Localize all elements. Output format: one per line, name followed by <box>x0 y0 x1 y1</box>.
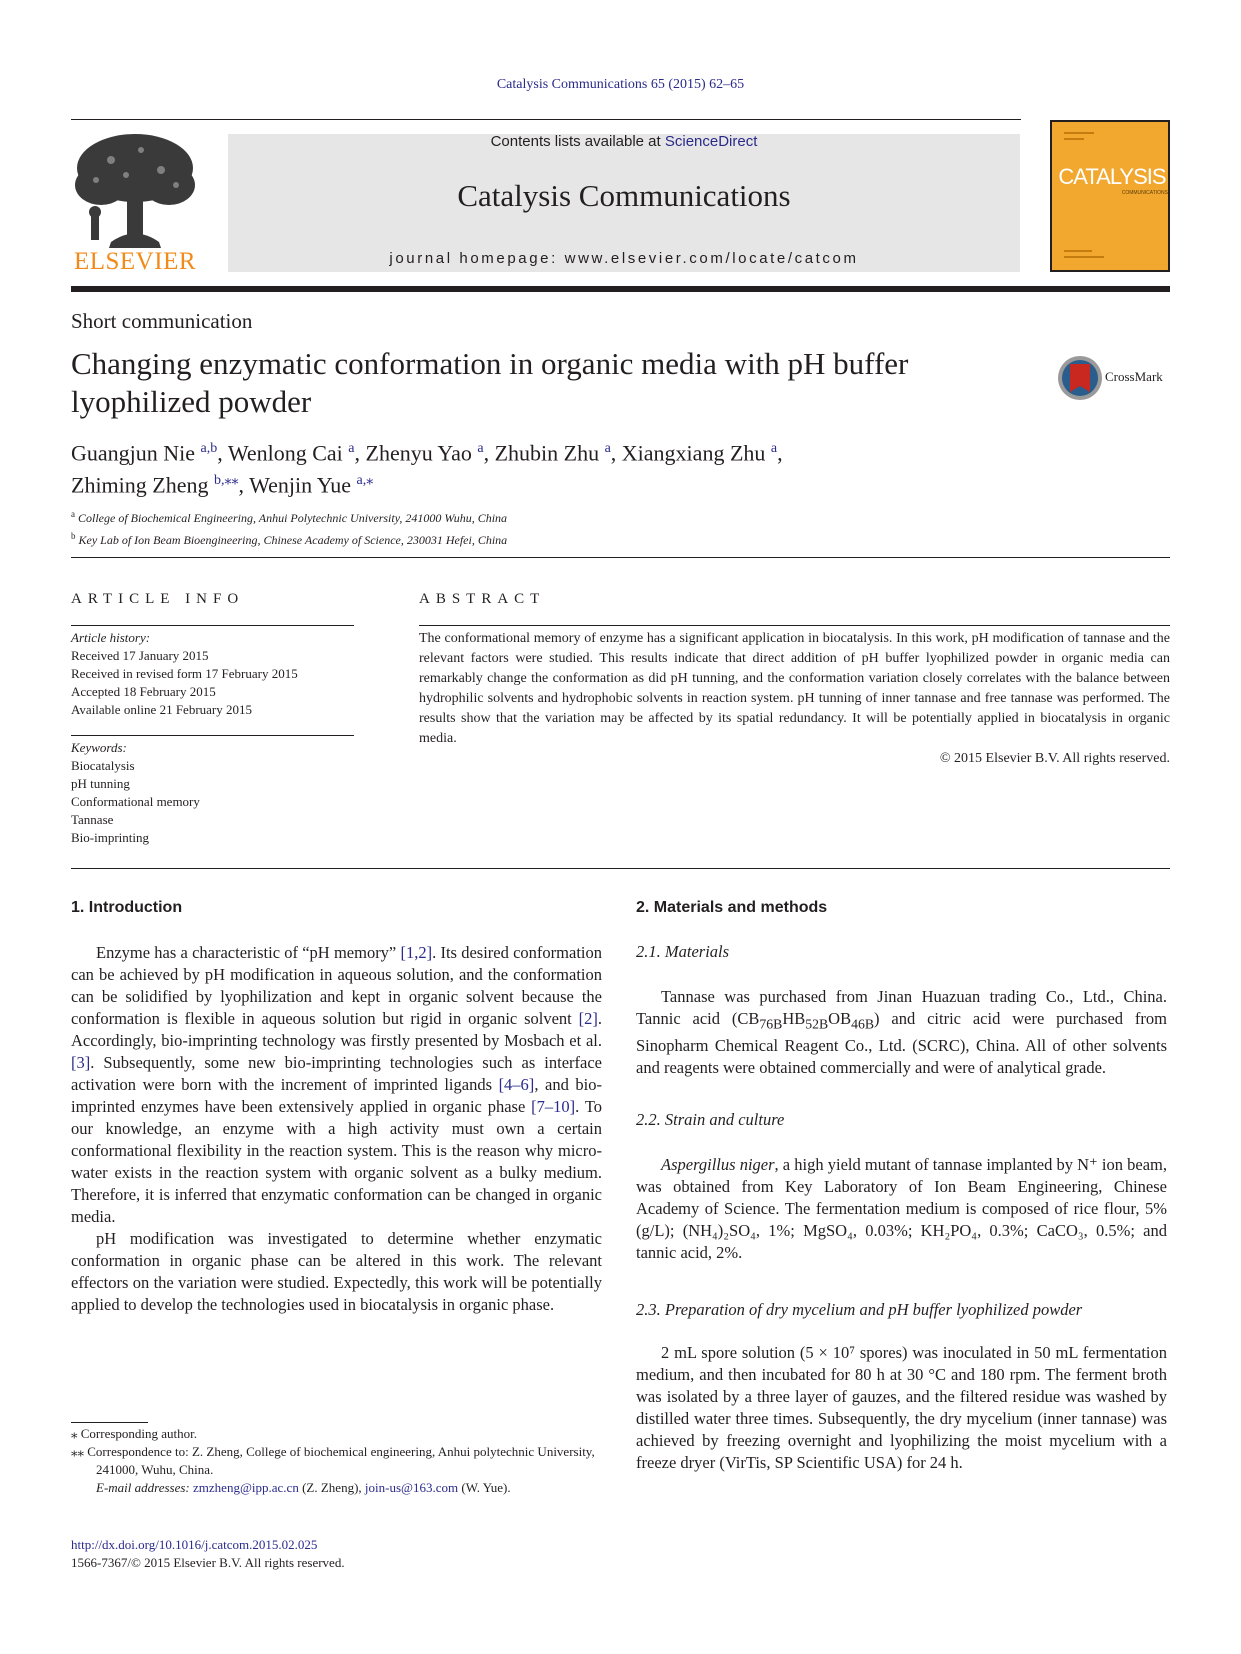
affiliation-item <box>71 527 771 549</box>
footnotes <box>71 1425 602 1497</box>
divider-rule <box>71 557 1170 558</box>
abstract-heading: ABSTRACT <box>419 591 546 607</box>
author-name[interactable]: Wenlong Cai <box>227 440 343 466</box>
journal-title: Catalysis Communications <box>457 178 791 213</box>
paragraph: Enzyme has a characteristic of “pH memory” [1,2]. Its desired conformation can be achieved by pH modification in aqueous solution, and the conformation can be solidified by lyophilization and kept in organic solvent because the conformation is flexible in aqueous solution but rigid in organic solvent [2]. Accordingly, bio-imprinting technology was firstly presented by Mosbach et al. [3]. Subsequently, some new bio-imprinting technologies such as interface activation were born with the increment of imprinted ligands [4–6], and bio-imprinted enzymes have been extensively applied in organic phase [7–10]. To our knowledge, an enzyme with a high activity must own a certain conformational flexibility in the reaction system. This is the reason why micro-water exists in the reaction system with organic solvent as a bulky medium. Therefore, it is inferred that enzymatic conformation can be changed in organic media. <box>71 943 602 1226</box>
affiliation-item <box>71 505 771 527</box>
author-name[interactable]: Wenjin Yue <box>249 472 351 498</box>
sciencedirect-link[interactable]: ScienceDirect <box>664 133 758 150</box>
author-affil-mark[interactable]: b,⁎⁎ <box>213 473 239 489</box>
affiliation-text: College of Biochemical Engineering, Anhui Polytechnic University, 241000 Wuhu, China <box>78 511 508 525</box>
author-affil-mark[interactable]: a <box>348 441 355 456</box>
paragraph: Tannase was purchased from Jinan Huazuan trading Co., Ltd., China. Tannic acid $(CB_{76B}HB_{52B}OB_{46B})$ and citric acid were purchased from Sinopharm Chemical Reagent Co., Ltd. (SCRC), China. All of other solvents and reagents were obtained commercially and were of analytical grade. <box>636 987 1167 1078</box>
affiliation-text: Key Lab of Ion Beam Bioengineering, Chinese Academy of Science, 230031 Hefei, China <box>78 533 508 547</box>
cover-subtitle: COMMUNICATIONS <box>1121 190 1168 196</box>
article-history <box>71 629 361 719</box>
author-name[interactable]: Xiangxiang Zhu <box>621 440 766 466</box>
paragraph: Aspergillus niger, a high yield mutant of tannase implanted by N⁺ ion beam, was obtained from Key Laboratory of Ion Beam Engineering, Chinese Academy of Science. The fermentation medium is composed of rice flour, 5% (g/L); (NH₄)₂SO₄, 1%; MgSO₄, 0.03%; KH₂PO₄, 0.3%; CaCO₃, 0.5%; and tannic acid, 2%. <box>636 1155 1167 1262</box>
materials-body <box>636 986 1167 1079</box>
history-item: Accepted 18 February 2015 <box>71 684 216 699</box>
intro-body <box>71 942 602 1316</box>
cover-bar <box>1064 250 1092 252</box>
strain-body <box>636 1154 1167 1264</box>
keyword-item: Tannase <box>71 812 114 827</box>
contents-line: Contents lists available at ScienceDirect <box>490 133 758 150</box>
keywords-label: Keywords: <box>71 740 127 755</box>
info-rule <box>71 625 354 626</box>
abstract-text: The conformational memory of enzyme has a significant application in biocatalysis. In this work, pH modification of tannase and the relevant factors were studied. This results indicate that direct addition of pH buffer lyophilized powder in organic media can remarkably change the conformation as did pH tunning, and the conformation variation closely correlates with the balance between hydrophilic solvents and hydrophobic solvents in reaction system. pH tunning of inner tannase and free tannase was performed. The results show that the variation may be affected by its spatial redundancy. It will be potentially applied in biocatalysis in organic media. <box>419 631 1170 746</box>
paragraph: 2 mL spore solution (5 × 10⁷ spores) was inoculated in 50 mL fermentation medium, and then incubated for 80 h at 30 °C and 180 rpm. The ferment broth was isolated by a three layer of gauzes, and the filtered residue was washed by distilled water three times. Subsequently, the dry mycelium (inner tannase) was achieved by freezing overnight and lyophilizing the moist mycelium with a freeze dryer (VirTis, SP Scientific USA) for 24 h. <box>636 1343 1167 1472</box>
article-type: Short communication <box>71 309 253 333</box>
abstract-rule <box>419 625 1170 626</box>
history-item: Received 17 January 2015 <box>71 648 209 663</box>
article-info-heading: ARTICLE INFO <box>71 591 245 607</box>
author-list: Guangjun Nie $^{a,b}$, Wenlong Cai $^a$, Zhenyu Yao $^a$, Zhubin Zhu $^a$, Xiangxiang Zhu $^a$, Zhiming Zheng $^{b,⁎⁎}$, Wenjin Yue $^{a,⁎}$ <box>71 440 783 498</box>
subsection-heading: 2.1. Materials <box>636 942 730 961</box>
footnote-rule <box>71 1422 148 1423</box>
citation-link[interactable]: [1,2] <box>400 943 433 962</box>
keyword-item: Bio-imprinting <box>71 830 149 845</box>
journal-cover-image <box>1050 120 1170 272</box>
crossmark-label: CrossMark <box>1105 369 1163 384</box>
cover-bar <box>1064 132 1094 134</box>
affiliation-mark: a <box>71 509 75 519</box>
author-name[interactable]: Zhiming Zheng <box>71 472 209 498</box>
author-affil-mark[interactable]: a <box>770 441 778 456</box>
intro-heading: 1. Introduction <box>71 899 183 916</box>
cover-title: CATALYSIS <box>1058 164 1166 189</box>
citation-link[interactable]: [4–6] <box>498 1075 535 1094</box>
info-rule <box>71 735 354 736</box>
keyword-item: pH tunning <box>71 776 130 791</box>
history-label: Article history: <box>71 630 151 645</box>
citation-link[interactable]: [7–10] <box>531 1097 576 1116</box>
keyword-item: Conformational memory <box>71 794 200 809</box>
abstract-copyright: © 2015 Elsevier B.V. All rights reserved. <box>939 751 1170 766</box>
methods-heading: 2. Materials and methods <box>636 899 828 916</box>
preparation-body <box>636 1342 1167 1474</box>
journal-citation-link[interactable]: Catalysis Communications 65 (2015) 62–65 <box>496 77 745 92</box>
author-affil-mark[interactable]: a <box>477 441 484 456</box>
crossmark-button[interactable] <box>1057 355 1172 401</box>
history-item: Available online 21 February 2015 <box>71 702 252 717</box>
abstract-body <box>419 629 1170 769</box>
email-line: E-mail addresses: zmzheng@ipp.ac.cn (Z. Zheng), join-us@163.com (W. Yue). <box>96 1480 511 1495</box>
author-affil-mark[interactable]: a,b <box>200 441 218 456</box>
issn-line: 1566-7367/© 2015 Elsevier B.V. All rights reserved. <box>71 1555 345 1570</box>
history-item: Received in revised form 17 February 2015 <box>71 666 298 681</box>
keyword-item: Biocatalysis <box>71 758 135 773</box>
email-link[interactable]: zmzheng@ipp.ac.cn <box>193 1480 299 1495</box>
header-thick-rule <box>71 286 1170 292</box>
affiliations <box>71 505 771 549</box>
keywords <box>71 739 361 847</box>
citation-link[interactable]: [2] <box>578 1009 598 1028</box>
elsevier-wordmark: ELSEVIER <box>73 248 197 275</box>
subsection-heading: 2.3. Preparation of dry mycelium and pH buffer lyophilized powder <box>636 1300 1083 1319</box>
journal-homepage[interactable]: journal homepage: www.elsevier.com/locate/catcom <box>389 250 859 267</box>
species-name: Aspergillus niger <box>661 1155 775 1174</box>
author-affil-mark[interactable]: a,⁎ <box>356 473 374 489</box>
doi-link[interactable]: http://dx.doi.org/10.1016/j.catcom.2015.02.025 <box>71 1537 318 1552</box>
author-affil-mark[interactable]: a <box>604 441 611 456</box>
cover-bar <box>1064 138 1084 140</box>
author-name[interactable]: Zhenyu Yao <box>365 440 472 466</box>
citation-link[interactable]: [3] <box>71 1053 91 1072</box>
subsection-heading: 2.2. Strain and culture <box>636 1110 785 1129</box>
divider-rule <box>71 868 1170 869</box>
affiliation-mark: b <box>71 531 76 541</box>
article-title: Changing enzymatic conformation in organic media with pH buffer lyophilized powder <box>71 346 909 419</box>
crossmark-icon <box>1057 355 1103 401</box>
cover-bar <box>1064 256 1104 258</box>
paragraph: pH modification was investigated to determine whether enzymatic conformation in organic phase can be altered in this work. The relevant effectors on the variation were studied. Expectedly, this work will be potentially applied to develop the technologies used in biocatalysis in organic phase. <box>71 1229 602 1314</box>
footnote-item: ⁎⁎ Correspondence to: Z. Zheng, College of biochemical engineering, Anhui polytechnic University, 241000, Wuhu, China. <box>71 1444 595 1477</box>
footnote-item: ⁎ Corresponding author. <box>71 1426 198 1441</box>
email-link[interactable]: join-us@163.com <box>364 1480 459 1495</box>
doi-block <box>71 1536 345 1572</box>
top-rule <box>71 119 1021 120</box>
author-name[interactable]: Zhubin Zhu <box>494 440 600 466</box>
author-name[interactable]: Guangjun Nie <box>71 440 196 466</box>
